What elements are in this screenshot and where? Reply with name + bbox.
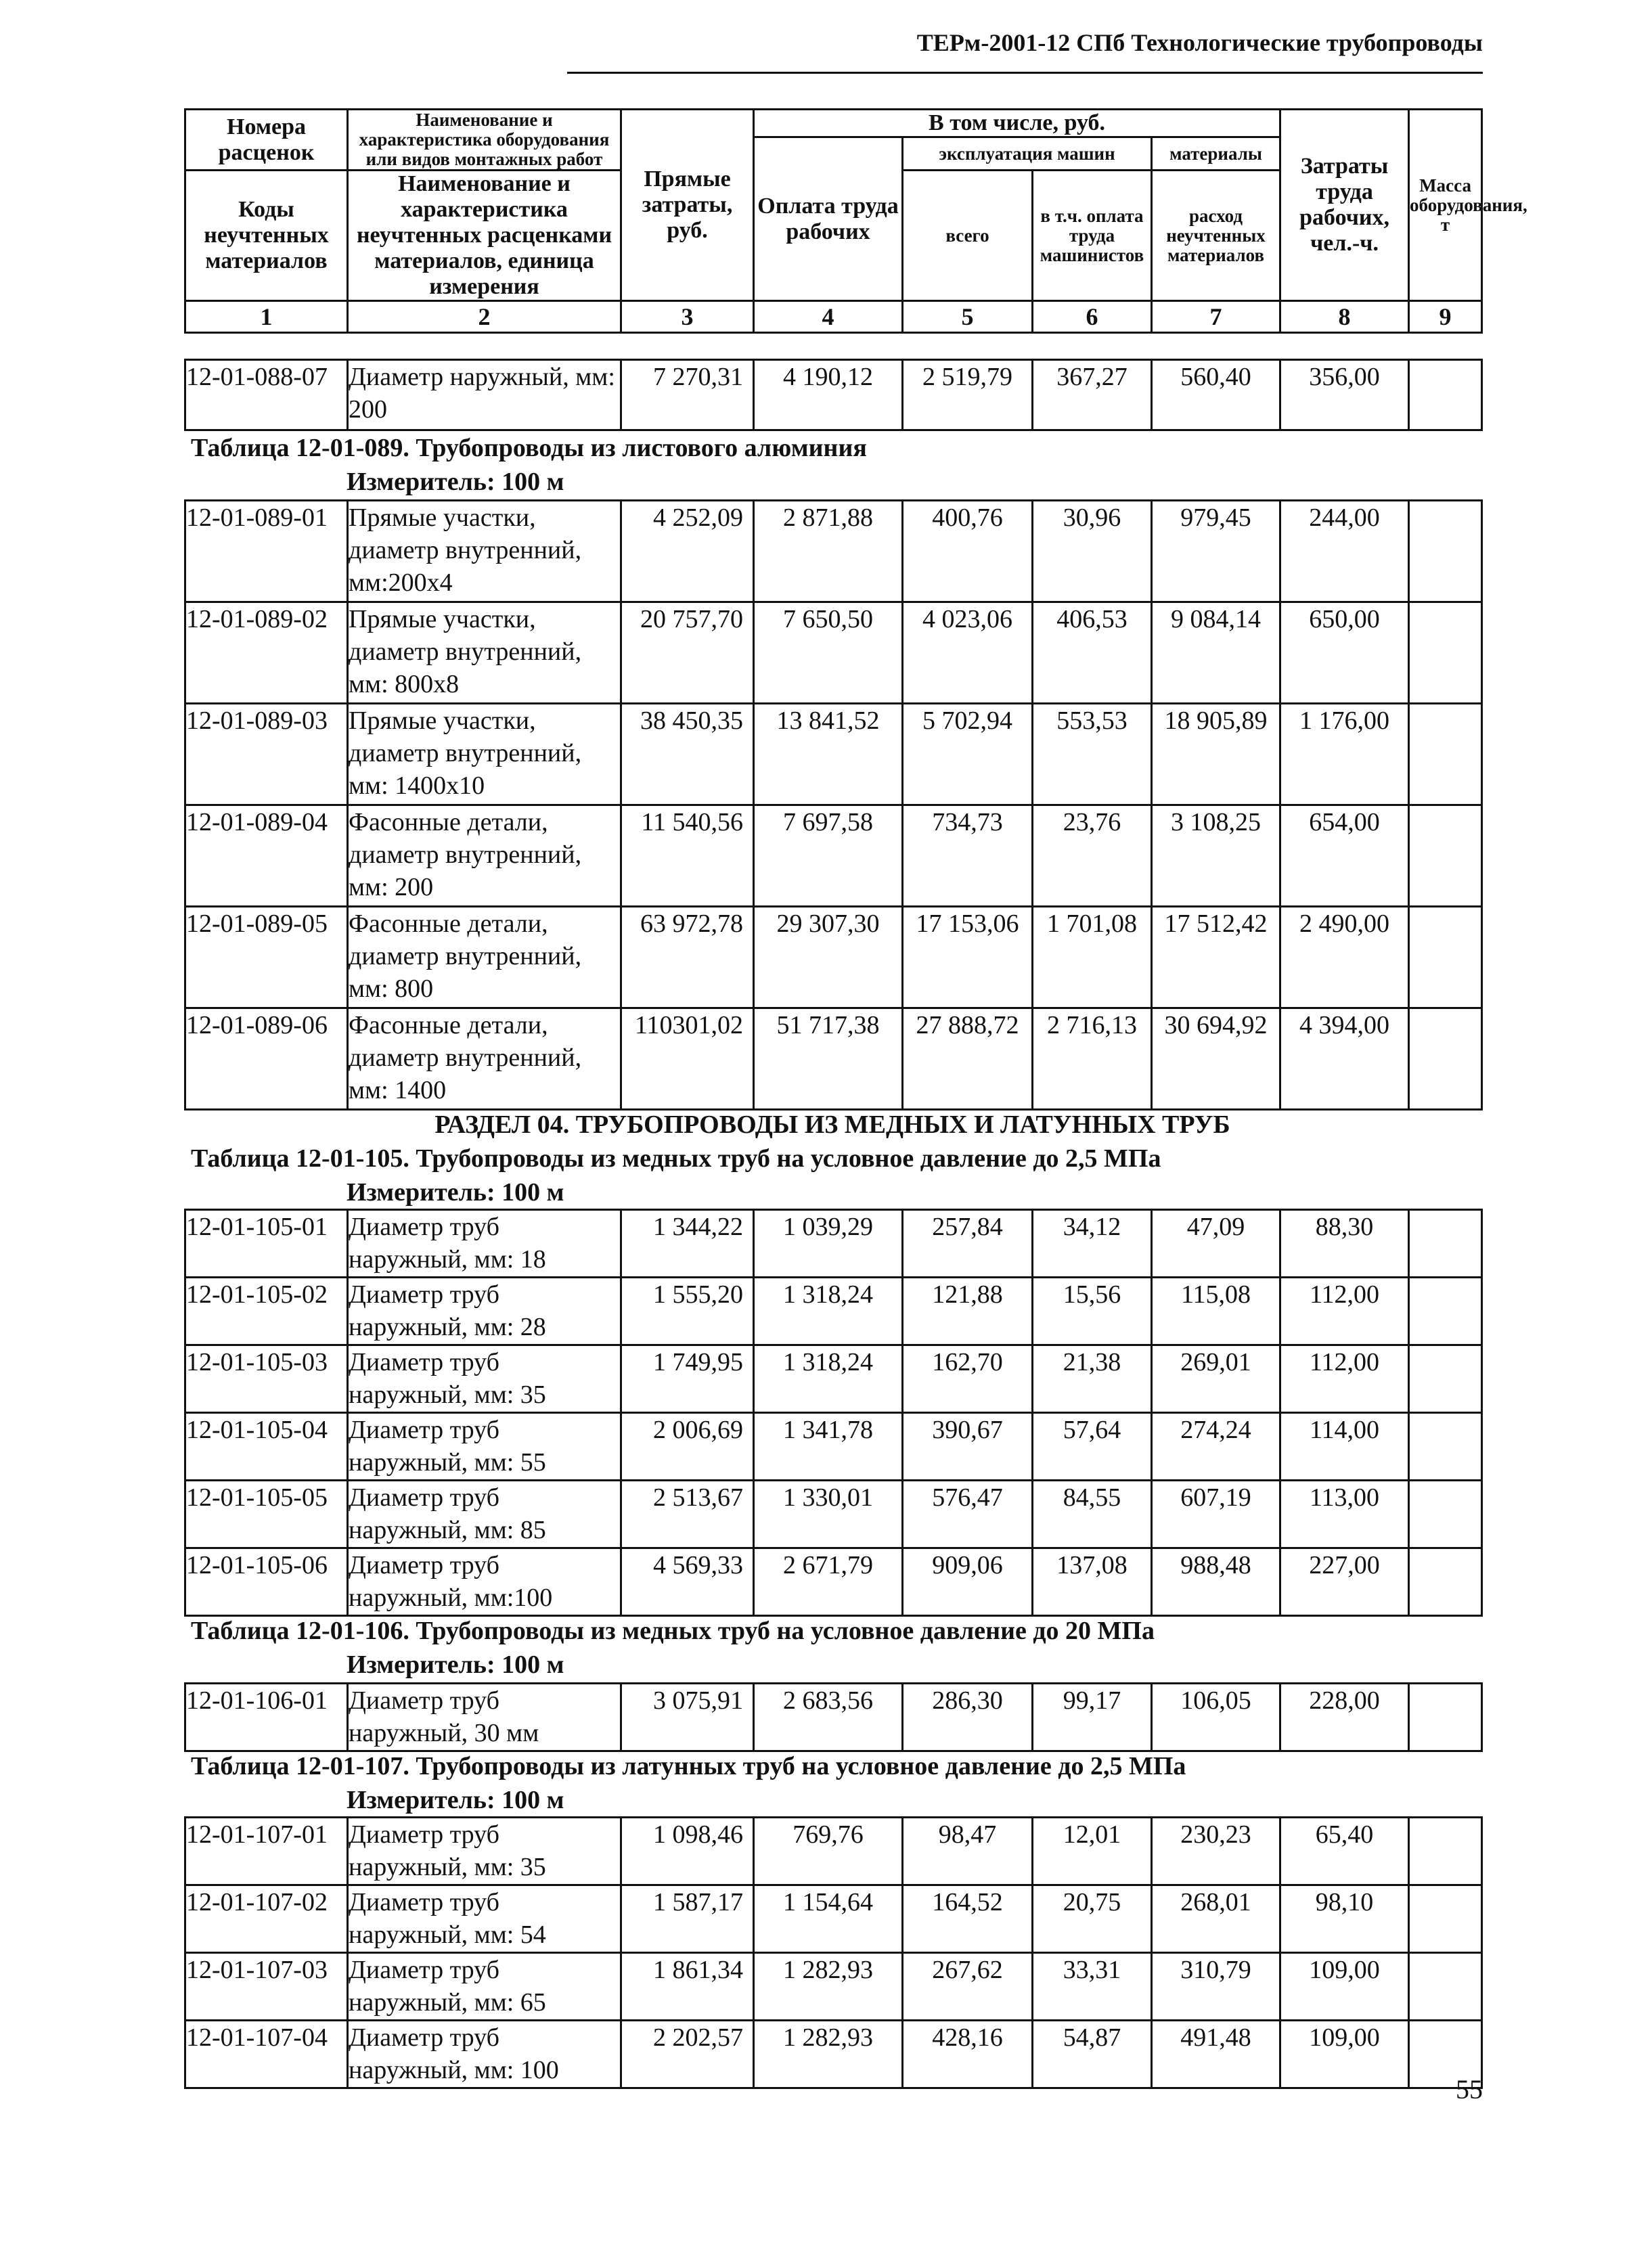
table-row <box>185 1818 1482 1885</box>
page-number: 55 <box>1456 2074 1483 2105</box>
machinist-pay-value: 21,38 <box>1033 1345 1152 1413</box>
equipment-mass-value <box>1409 1885 1482 1953</box>
column-header-table <box>184 108 1527 334</box>
table-row <box>185 1008 1482 1110</box>
materials-value: 607,19 <box>1152 1481 1280 1548</box>
work-name: Фасонные детали, диаметр внутренний, мм: 1400 <box>348 1008 621 1110</box>
rate-code: 12-01-089-05 <box>185 907 348 1008</box>
machines-total-value: 121,88 <box>903 1278 1033 1345</box>
direct-costs-value: 20 757,70 <box>621 602 754 704</box>
machines-total-value: 27 888,72 <box>903 1008 1033 1110</box>
table-row <box>185 1885 1482 1953</box>
labor-hours-value: 88,30 <box>1280 1210 1409 1278</box>
table-row <box>185 1210 1482 1278</box>
direct-costs-value: 4 252,09 <box>621 501 754 602</box>
table-caption: Таблица 12-01-107. Трубопроводы из латунных труб на условное давление до 2,5 МПа <box>191 1752 1186 1780</box>
machinist-pay-value: 2 716,13 <box>1033 1008 1152 1110</box>
table-row <box>185 1413 1482 1481</box>
table-row <box>185 1345 1482 1413</box>
table-caption: Таблица 12-01-106. Трубопроводы из медных труб на условное давление до 20 МПа <box>191 1617 1155 1645</box>
header-rule <box>567 72 1483 74</box>
labor-hours-value: 65,40 <box>1280 1818 1409 1885</box>
rate-code: 12-01-105-03 <box>185 1345 348 1413</box>
machinist-pay-value: 34,12 <box>1033 1210 1152 1278</box>
machinist-pay-value: 15,56 <box>1033 1278 1152 1345</box>
rate-code: 12-01-089-01 <box>185 501 348 602</box>
machines-total-value: 428,16 <box>903 2021 1033 2088</box>
machines-total-value: 390,67 <box>903 1413 1033 1481</box>
machinist-pay-value: 406,53 <box>1033 602 1152 704</box>
table-row <box>185 602 1482 704</box>
labor-hours-value: 114,00 <box>1280 1413 1409 1481</box>
column-number: 1 <box>185 301 348 333</box>
labor-hours-value: 109,00 <box>1280 1953 1409 2021</box>
machinist-pay-value: 12,01 <box>1033 1818 1152 1885</box>
header-including: В том числе, руб. <box>754 110 1280 137</box>
labor-pay-value: 7 650,50 <box>754 602 903 704</box>
rate-code: 12-01-089-06 <box>185 1008 348 1110</box>
direct-costs-value: 2 513,67 <box>621 1481 754 1548</box>
machinist-pay-value: 553,53 <box>1033 704 1152 805</box>
labor-pay-value: 1 318,24 <box>754 1278 903 1345</box>
equipment-mass-value <box>1409 805 1482 907</box>
rate-code: 12-01-105-02 <box>185 1278 348 1345</box>
table-row <box>185 1953 1482 2021</box>
direct-costs-value: 38 450,35 <box>621 704 754 805</box>
rate-code: 12-01-107-01 <box>185 1818 348 1885</box>
labor-hours-value: 112,00 <box>1280 1345 1409 1413</box>
header-material-codes: Коды неучтенных материалов <box>185 171 348 301</box>
machinist-pay-value: 30,96 <box>1033 501 1152 602</box>
rate-code: 12-01-089-04 <box>185 805 348 907</box>
labor-pay-value: 1 039,29 <box>754 1210 903 1278</box>
section-title: РАЗДЕЛ 04. ТРУБОПРОВОДЫ ИЗ МЕДНЫХ И ЛАТУННЫХ ТРУБ <box>434 1110 1230 1139</box>
materials-value: 310,79 <box>1152 1953 1280 2021</box>
header-work-name: Наименование и характеристика оборудования или видов монтажных работ <box>348 110 621 171</box>
machinist-pay-value: 84,55 <box>1033 1481 1152 1548</box>
materials-value: 3 108,25 <box>1152 805 1280 907</box>
materials-value: 47,09 <box>1152 1210 1280 1278</box>
table-row <box>185 1684 1482 1751</box>
work-name: Фасонные детали, диаметр внутренний, мм: 800 <box>348 907 621 1008</box>
column-number: 5 <box>903 301 1033 333</box>
labor-pay-value: 2 871,88 <box>754 501 903 602</box>
machinist-pay-value: 99,17 <box>1033 1684 1152 1751</box>
work-name: Диаметр труб наружный, мм: 65 <box>348 1953 621 2021</box>
equipment-mass-value <box>1409 602 1482 704</box>
table-row <box>185 2021 1482 2088</box>
labor-hours-value: 654,00 <box>1280 805 1409 907</box>
labor-pay-value: 1 330,01 <box>754 1481 903 1548</box>
machines-total-value: 5 702,94 <box>903 704 1033 805</box>
materials-value: 269,01 <box>1152 1345 1280 1413</box>
header-machines-group: эксплуатация машин <box>903 137 1152 171</box>
machines-total-value: 257,84 <box>903 1210 1033 1278</box>
column-number: 2 <box>348 301 621 333</box>
machines-total-value: 98,47 <box>903 1818 1033 1885</box>
machines-total-value: 164,52 <box>903 1885 1033 1953</box>
labor-pay-value: 1 341,78 <box>754 1413 903 1481</box>
direct-costs-value: 4 569,33 <box>621 1548 754 1616</box>
machines-total-value: 2 519,79 <box>903 360 1033 430</box>
labor-hours-value: 227,00 <box>1280 1548 1409 1616</box>
rate-code: 12-01-105-01 <box>185 1210 348 1278</box>
header-direct-costs: Прямые затраты, руб. <box>621 110 754 301</box>
table-12-01-089 <box>184 499 1483 1110</box>
column-number: 3 <box>621 301 754 333</box>
labor-pay-value: 2 671,79 <box>754 1548 903 1616</box>
labor-hours-value: 650,00 <box>1280 602 1409 704</box>
work-name: Диаметр наружный, мм: 200 <box>348 360 621 430</box>
labor-pay-value: 1 282,93 <box>754 1953 903 2021</box>
rate-code: 12-01-107-02 <box>185 1885 348 1953</box>
table-row <box>185 704 1482 805</box>
direct-costs-value: 1 555,20 <box>621 1278 754 1345</box>
rate-code: 12-01-105-05 <box>185 1481 348 1548</box>
equipment-mass-value <box>1409 1481 1482 1548</box>
direct-costs-value: 11 540,56 <box>621 805 754 907</box>
machines-total-value: 400,76 <box>903 501 1033 602</box>
labor-hours-value: 356,00 <box>1280 360 1409 430</box>
materials-value: 274,24 <box>1152 1413 1280 1481</box>
labor-pay-value: 29 307,30 <box>754 907 903 1008</box>
machinist-pay-value: 137,08 <box>1033 1548 1152 1616</box>
rate-code: 12-01-089-03 <box>185 704 348 805</box>
direct-costs-value: 1 587,17 <box>621 1885 754 1953</box>
header-rate-numbers: Номера расценок <box>185 110 348 171</box>
materials-value: 9 084,14 <box>1152 602 1280 704</box>
work-name: Фасонные детали, диаметр внутренний, мм: 200 <box>348 805 621 907</box>
labor-hours-value: 4 394,00 <box>1280 1008 1409 1110</box>
work-name: Прямые участки, диаметр внутренний, мм: 800х8 <box>348 602 621 704</box>
header-labor-pay: Оплата труда рабочих <box>754 137 903 301</box>
header-labor-hours: Затраты труда рабочих, чел.-ч. <box>1280 110 1409 301</box>
materials-value: 560,40 <box>1152 360 1280 430</box>
table-row <box>185 907 1482 1008</box>
work-name: Диаметр труб наружный, мм: 85 <box>348 1481 621 1548</box>
rate-code: 12-01-088-07 <box>185 360 348 430</box>
work-name: Диаметр труб наружный, мм: 28 <box>348 1278 621 1345</box>
materials-value: 988,48 <box>1152 1548 1280 1616</box>
machinist-pay-value: 54,87 <box>1033 2021 1152 2088</box>
work-name: Диаметр труб наружный, 30 мм <box>348 1684 621 1751</box>
table-caption: Таблица 12-01-089. Трубопроводы из листового алюминия <box>191 434 867 462</box>
machinist-pay-value: 20,75 <box>1033 1885 1152 1953</box>
table-row <box>185 360 1482 430</box>
work-name: Диаметр труб наружный, мм: 55 <box>348 1413 621 1481</box>
running-header: ТЕРм-2001-12 СПб Технологические трубопроводы <box>916 29 1483 56</box>
machinist-pay-value: 367,27 <box>1033 360 1152 430</box>
direct-costs-value: 1 861,34 <box>621 1953 754 2021</box>
equipment-mass-value <box>1409 501 1482 602</box>
header-unaccounted-materials: расход неучтенных материалов <box>1152 171 1280 301</box>
labor-hours-value: 98,10 <box>1280 1885 1409 1953</box>
rate-code: 12-01-105-04 <box>185 1413 348 1481</box>
column-number: 6 <box>1033 301 1152 333</box>
work-name: Диаметр труб наружный, мм: 54 <box>348 1885 621 1953</box>
direct-costs-value: 110301,02 <box>621 1008 754 1110</box>
materials-value: 106,05 <box>1152 1684 1280 1751</box>
table-row <box>185 1548 1482 1616</box>
machinist-pay-value: 33,31 <box>1033 1953 1152 2021</box>
direct-costs-value: 3 075,91 <box>621 1684 754 1751</box>
labor-pay-value: 7 697,58 <box>754 805 903 907</box>
rate-code: 12-01-107-04 <box>185 2021 348 2088</box>
column-number: 7 <box>1152 301 1280 333</box>
machinist-pay-value: 57,64 <box>1033 1413 1152 1481</box>
header-materials-group: материалы <box>1152 137 1280 171</box>
work-name: Прямые участки, диаметр внутренний, мм:200х4 <box>348 501 621 602</box>
work-name: Диаметр труб наружный, мм: 18 <box>348 1210 621 1278</box>
labor-hours-value: 244,00 <box>1280 501 1409 602</box>
labor-pay-value: 1 154,64 <box>754 1885 903 1953</box>
table-12-01-106 <box>184 1682 1483 1752</box>
machinist-pay-value: 1 701,08 <box>1033 907 1152 1008</box>
machines-total-value: 17 153,06 <box>903 907 1033 1008</box>
equipment-mass-value <box>1409 1953 1482 2021</box>
equipment-mass-value <box>1409 907 1482 1008</box>
table-meter: Измеритель: 100 м <box>347 1178 564 1207</box>
table-meter: Измеритель: 100 м <box>347 1786 564 1814</box>
column-number: 8 <box>1280 301 1409 333</box>
column-number: 4 <box>754 301 903 333</box>
equipment-mass-value <box>1409 1548 1482 1616</box>
table-row <box>185 501 1482 602</box>
equipment-mass-value <box>1409 360 1482 430</box>
direct-costs-value: 2 202,57 <box>621 2021 754 2088</box>
work-name: Диаметр труб наружный, мм: 100 <box>348 2021 621 2088</box>
equipment-mass-value <box>1409 1008 1482 1110</box>
direct-costs-value: 1 098,46 <box>621 1818 754 1885</box>
machines-total-value: 162,70 <box>903 1345 1033 1413</box>
labor-pay-value: 2 683,56 <box>754 1684 903 1751</box>
labor-pay-value: 1 318,24 <box>754 1345 903 1413</box>
rate-code: 12-01-107-03 <box>185 1953 348 2021</box>
labor-hours-value: 112,00 <box>1280 1278 1409 1345</box>
table-meter: Измеритель: 100 м <box>347 1651 564 1679</box>
labor-hours-value: 113,00 <box>1280 1481 1409 1548</box>
header-machines-total: всего <box>903 171 1033 301</box>
materials-value: 230,23 <box>1152 1818 1280 1885</box>
direct-costs-value: 7 270,31 <box>621 360 754 430</box>
header-equipment-mass: Масса оборудования, т <box>1409 110 1482 301</box>
table-row <box>185 1481 1482 1548</box>
work-name: Диаметр труб наружный, мм: 35 <box>348 1345 621 1413</box>
equipment-mass-value <box>1409 704 1482 805</box>
table-row <box>185 1278 1482 1345</box>
equipment-mass-value <box>1409 1210 1482 1278</box>
labor-pay-value: 769,76 <box>754 1818 903 1885</box>
machines-total-value: 734,73 <box>903 805 1033 907</box>
materials-value: 17 512,42 <box>1152 907 1280 1008</box>
materials-value: 18 905,89 <box>1152 704 1280 805</box>
labor-hours-value: 109,00 <box>1280 2021 1409 2088</box>
table-12-01-107 <box>184 1816 1483 2089</box>
direct-costs-value: 2 006,69 <box>621 1413 754 1481</box>
equipment-mass-value <box>1409 1345 1482 1413</box>
direct-costs-value: 63 972,78 <box>621 907 754 1008</box>
rate-code: 12-01-106-01 <box>185 1684 348 1751</box>
table-caption: Таблица 12-01-105. Трубопроводы из медных труб на условное давление до 2,5 МПа <box>191 1144 1161 1173</box>
direct-costs-value: 1 749,95 <box>621 1345 754 1413</box>
machines-total-value: 267,62 <box>903 1953 1033 2021</box>
equipment-mass-value <box>1409 1413 1482 1481</box>
materials-value: 115,08 <box>1152 1278 1280 1345</box>
materials-value: 268,01 <box>1152 1885 1280 1953</box>
materials-value: 491,48 <box>1152 2021 1280 2088</box>
table-12-01-105 <box>184 1209 1483 1617</box>
machines-total-value: 576,47 <box>903 1481 1033 1548</box>
table-12-01-088 <box>184 359 1483 431</box>
header-material-name: Наименование и характеристика неучтенных расценками материалов, единица измерения <box>348 171 621 301</box>
labor-pay-value: 4 190,12 <box>754 360 903 430</box>
labor-hours-value: 228,00 <box>1280 1684 1409 1751</box>
work-name: Прямые участки, диаметр внутренний, мм: 1400х10 <box>348 704 621 805</box>
labor-pay-value: 13 841,52 <box>754 704 903 805</box>
rate-code: 12-01-089-02 <box>185 602 348 704</box>
labor-pay-value: 1 282,93 <box>754 2021 903 2088</box>
labor-hours-value: 2 490,00 <box>1280 907 1409 1008</box>
work-name: Диаметр труб наружный, мм: 35 <box>348 1818 621 1885</box>
equipment-mass-value <box>1409 1818 1482 1885</box>
labor-pay-value: 51 717,38 <box>754 1008 903 1110</box>
rate-code: 12-01-105-06 <box>185 1548 348 1616</box>
column-number: 9 <box>1409 301 1482 333</box>
materials-value: 30 694,92 <box>1152 1008 1280 1110</box>
equipment-mass-value <box>1409 1684 1482 1751</box>
machines-total-value: 909,06 <box>903 1548 1033 1616</box>
equipment-mass-value <box>1409 1278 1482 1345</box>
work-name: Диаметр труб наружный, мм:100 <box>348 1548 621 1616</box>
table-row <box>185 805 1482 907</box>
materials-value: 979,45 <box>1152 501 1280 602</box>
machinist-pay-value: 23,76 <box>1033 805 1152 907</box>
machines-total-value: 4 023,06 <box>903 602 1033 704</box>
direct-costs-value: 1 344,22 <box>621 1210 754 1278</box>
header-machinist-pay: в т.ч. оплата труда машинистов <box>1033 171 1152 301</box>
machines-total-value: 286,30 <box>903 1684 1033 1751</box>
labor-hours-value: 1 176,00 <box>1280 704 1409 805</box>
table-meter: Измеритель: 100 м <box>347 468 564 496</box>
